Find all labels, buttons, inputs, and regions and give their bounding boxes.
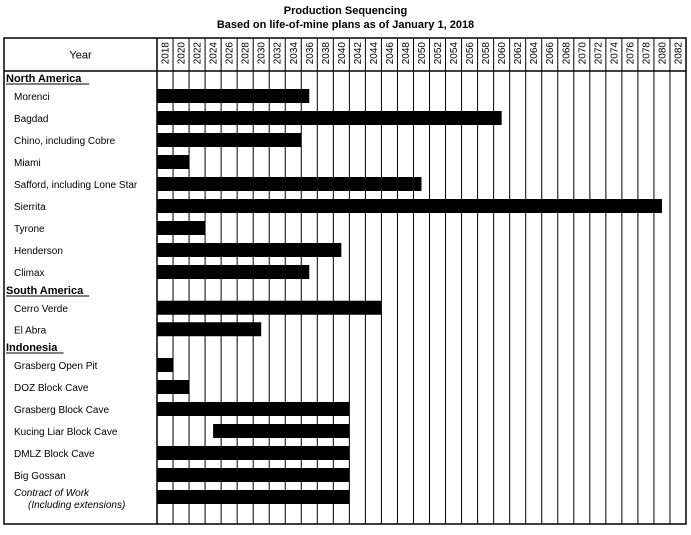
year-label-2030: 2030 <box>256 42 268 65</box>
bar-big-gossan <box>157 468 349 482</box>
row-label: Henderson <box>14 246 63 257</box>
bar-contract-of-work <box>157 490 349 504</box>
year-label-2070: 2070 <box>577 42 589 65</box>
year-label-2062: 2062 <box>513 42 525 65</box>
year-label-2060: 2060 <box>497 41 509 65</box>
row-label: DMLZ Block Cave <box>14 449 95 460</box>
year-label-2076: 2076 <box>625 42 637 65</box>
bar-grasberg-open-pit <box>157 358 173 372</box>
bar-el-abra <box>157 322 261 336</box>
year-label-2024: 2024 <box>208 42 220 65</box>
bar-doz-block-cave <box>157 380 189 394</box>
year-label-2048: 2048 <box>400 42 412 65</box>
year-label-2038: 2038 <box>320 42 332 65</box>
bar-chino-including-cobre <box>157 133 301 147</box>
bar-kucing-liar-block-cave <box>213 424 349 438</box>
year-label-2042: 2042 <box>352 42 364 65</box>
year-label-2074: 2074 <box>609 42 621 65</box>
row-label: Contract of Work <box>14 488 90 499</box>
year-label-2080: 2080 <box>657 42 669 65</box>
chart-title: Production Sequencing <box>283 5 408 17</box>
bar-miami <box>157 155 189 169</box>
row-label: Bagdad <box>14 114 49 125</box>
group-heading: Indonesia <box>6 342 58 354</box>
row-label: Kucing Liar Block Cave <box>14 427 118 438</box>
year-label-2020: 2020 <box>176 42 188 65</box>
bar-cerro-verde <box>157 301 381 315</box>
row-label: Climax <box>14 268 45 279</box>
year-label-2040: 2040 <box>336 42 348 65</box>
row-label: Safford, including Lone Star <box>14 180 138 191</box>
row-label: Sierrita <box>14 202 46 213</box>
year-label-2064: 2064 <box>529 42 541 65</box>
year-label-2026: 2026 <box>224 42 236 65</box>
year-label-2054: 2054 <box>449 42 461 65</box>
row-label: Miami <box>14 158 41 169</box>
chart-subtitle: Based on life-of-mine plans as of January 1, 2018 <box>216 19 475 31</box>
year-label-2082: 2082 <box>673 42 685 65</box>
row-label: Grasberg Block Cave <box>14 405 110 416</box>
year-label-2056: 2056 <box>465 42 477 65</box>
year-label-2078: 2078 <box>641 42 653 65</box>
year-label-2052: 2052 <box>433 42 445 65</box>
bar-grasberg-block-cave <box>157 402 349 416</box>
row-label-sub: (Including extensions) <box>28 500 126 511</box>
bar-safford-including-lone-star <box>157 177 422 191</box>
year-label-2044: 2044 <box>368 42 380 65</box>
year-label-2046: 2046 <box>384 42 396 65</box>
row-label: DOZ Block Cave <box>14 383 89 394</box>
year-label-2036: 2036 <box>304 42 316 65</box>
row-label: Morenci <box>14 92 50 103</box>
bar-bagdad <box>157 111 502 125</box>
bar-morenci <box>157 89 309 103</box>
year-label-2058: 2058 <box>481 42 493 65</box>
row-label: Chino, including Cobre <box>14 136 116 147</box>
year-label-2068: 2068 <box>561 42 573 65</box>
row-label: Grasberg Open Pit <box>14 361 98 372</box>
bar-sierrita <box>157 199 662 213</box>
row-label: Cerro Verde <box>14 303 68 315</box>
bar-climax <box>157 265 309 279</box>
row-label: Big Gossan <box>14 471 66 482</box>
year-label-2050: 2050 <box>417 42 428 65</box>
year-header: Year <box>69 49 92 62</box>
year-label-2028: 2028 <box>240 42 252 65</box>
year-label-2066: 2066 <box>545 42 557 65</box>
row-label: Tyrone <box>14 224 45 235</box>
year-label-2022: 2022 <box>192 42 204 65</box>
bar-tyrone <box>157 221 205 235</box>
bar-dmlz-block-cave <box>157 446 349 460</box>
group-heading: South America <box>6 285 84 297</box>
year-label-2072: 2072 <box>593 42 605 65</box>
group-heading: North America <box>6 73 82 85</box>
bar-henderson <box>157 243 341 257</box>
year-label-2018: 2018 <box>160 42 172 65</box>
year-label-2034: 2034 <box>288 42 300 65</box>
row-label: El Abra <box>14 325 47 337</box>
year-label-2032: 2032 <box>272 42 284 65</box>
